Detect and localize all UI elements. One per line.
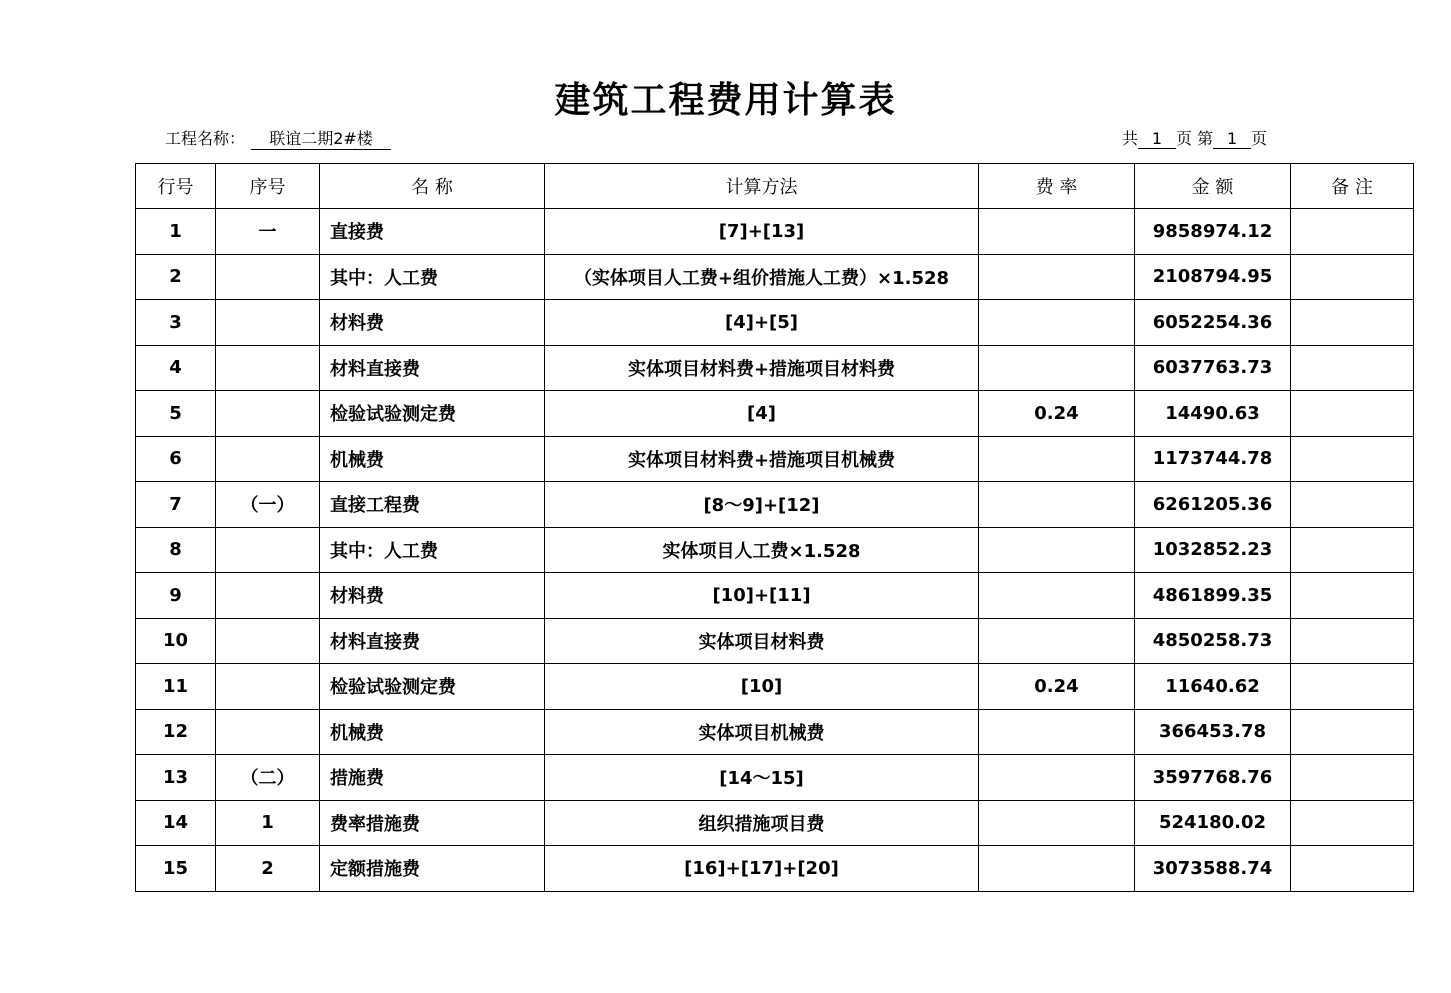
cell-line: 8 (136, 527, 216, 573)
cell-method: 实体项目材料费+措施项目材料费 (545, 345, 979, 391)
cell-rate (979, 209, 1135, 255)
table-row (136, 618, 1414, 664)
cell-rate (979, 527, 1135, 573)
table-row (136, 436, 1414, 482)
cell-line: 3 (136, 300, 216, 346)
pagination (1122, 126, 1267, 149)
cell-rate (979, 482, 1135, 528)
cell-rate: 0.24 (979, 664, 1135, 710)
cell-line: 14 (136, 800, 216, 846)
cell-remark (1291, 345, 1414, 391)
cell-method: 实体项目材料费+措施项目机械费 (545, 436, 979, 482)
cell-amount: 3597768.76 (1135, 755, 1291, 801)
cell-rate (979, 755, 1135, 801)
cell-seq (216, 436, 320, 482)
col-header-amount: 金 额 (1135, 164, 1291, 209)
cell-remark (1291, 527, 1414, 573)
table-row (136, 527, 1414, 573)
cell-amount: 14490.63 (1135, 391, 1291, 437)
cell-line: 1 (136, 209, 216, 255)
cell-name: 机械费 (320, 709, 545, 755)
cell-remark (1291, 482, 1414, 528)
cell-remark (1291, 391, 1414, 437)
cell-line: 2 (136, 254, 216, 300)
fee-table (135, 163, 1414, 892)
table-row (136, 300, 1414, 346)
cell-method: [16]+[17]+[20] (545, 846, 979, 892)
col-header-method: 计算方法 (545, 164, 979, 209)
cell-line: 15 (136, 846, 216, 892)
col-header-line: 行号 (136, 164, 216, 209)
cell-seq: 2 (216, 846, 320, 892)
project-label: 工程名称： (165, 129, 246, 148)
cell-amount: 6052254.36 (1135, 300, 1291, 346)
cell-name: 机械费 (320, 436, 545, 482)
col-header-rate: 费 率 (979, 164, 1135, 209)
cell-line: 6 (136, 436, 216, 482)
cell-seq (216, 573, 320, 619)
cell-remark (1291, 664, 1414, 710)
cell-amount: 4850258.73 (1135, 618, 1291, 664)
cell-seq: 1 (216, 800, 320, 846)
cell-name: 措施费 (320, 755, 545, 801)
table-row (136, 846, 1414, 892)
cell-name: 材料直接费 (320, 345, 545, 391)
table-row (136, 800, 1414, 846)
cell-method: 实体项目机械费 (545, 709, 979, 755)
cell-method: [14～15] (545, 755, 979, 801)
cell-seq (216, 527, 320, 573)
cell-method: 实体项目人工费×1.528 (545, 527, 979, 573)
cell-rate: 0.24 (979, 391, 1135, 437)
current-prefix: 第 (1197, 129, 1214, 148)
cell-seq (216, 300, 320, 346)
cell-name: 材料费 (320, 300, 545, 346)
cell-rate (979, 800, 1135, 846)
total-pages: 1 (1138, 129, 1176, 149)
cell-seq: （一） (216, 482, 320, 528)
cell-name: 费率措施费 (320, 800, 545, 846)
project-info (165, 126, 391, 150)
total-prefix: 共 (1122, 129, 1139, 148)
cell-rate (979, 709, 1135, 755)
project-name: 联谊二期2#楼 (251, 126, 391, 150)
cell-line: 5 (136, 391, 216, 437)
cell-rate (979, 345, 1135, 391)
cell-rate (979, 573, 1135, 619)
cell-method: [4] (545, 391, 979, 437)
cell-method: 组织措施项目费 (545, 800, 979, 846)
cell-seq (216, 345, 320, 391)
cell-name: 材料费 (320, 573, 545, 619)
cell-seq: 一 (216, 209, 320, 255)
page-title: 建筑工程费用计算表 (554, 80, 897, 121)
cell-remark (1291, 436, 1414, 482)
cell-remark (1291, 755, 1414, 801)
cell-name: 直接工程费 (320, 482, 545, 528)
cell-amount: 11640.62 (1135, 664, 1291, 710)
cell-seq (216, 709, 320, 755)
cell-name: 检验试验测定费 (320, 664, 545, 710)
col-header-remark: 备 注 (1291, 164, 1414, 209)
col-header-seq: 序号 (216, 164, 320, 209)
total-suffix: 页 (1176, 129, 1193, 148)
cell-remark (1291, 254, 1414, 300)
cell-rate (979, 300, 1135, 346)
cell-name: 定额措施费 (320, 846, 545, 892)
cell-amount: 4861899.35 (1135, 573, 1291, 619)
cell-seq (216, 254, 320, 300)
table-row (136, 664, 1414, 710)
cell-name: 其中：人工费 (320, 527, 545, 573)
table-row (136, 573, 1414, 619)
cell-amount: 1032852.23 (1135, 527, 1291, 573)
cell-remark (1291, 800, 1414, 846)
table-row (136, 209, 1414, 255)
cell-name: 材料直接费 (320, 618, 545, 664)
cell-line: 13 (136, 755, 216, 801)
cell-remark (1291, 209, 1414, 255)
cell-seq (216, 618, 320, 664)
cell-amount: 1173744.78 (1135, 436, 1291, 482)
cell-seq: （二） (216, 755, 320, 801)
cell-amount: 524180.02 (1135, 800, 1291, 846)
cell-method: [8～9]+[12] (545, 482, 979, 528)
cell-rate (979, 436, 1135, 482)
col-header-name: 名 称 (320, 164, 545, 209)
cell-method: [7]+[13] (545, 209, 979, 255)
table-header-row (136, 164, 1414, 209)
cell-name: 其中：人工费 (320, 254, 545, 300)
cell-method: （实体项目人工费+组价措施人工费）×1.528 (545, 254, 979, 300)
cell-remark (1291, 573, 1414, 619)
cell-line: 7 (136, 482, 216, 528)
cell-remark (1291, 709, 1414, 755)
cell-name: 直接费 (320, 209, 545, 255)
cell-remark (1291, 846, 1414, 892)
cell-amount: 366453.78 (1135, 709, 1291, 755)
table-row (136, 709, 1414, 755)
table-row (136, 755, 1414, 801)
table-row (136, 254, 1414, 300)
cell-rate (979, 618, 1135, 664)
cell-amount: 6261205.36 (1135, 482, 1291, 528)
cell-line: 10 (136, 618, 216, 664)
cell-remark (1291, 618, 1414, 664)
cell-amount: 9858974.12 (1135, 209, 1291, 255)
cell-method: 实体项目材料费 (545, 618, 979, 664)
cell-name: 检验试验测定费 (320, 391, 545, 437)
current-page: 1 (1213, 129, 1251, 149)
cell-method: [10]+[11] (545, 573, 979, 619)
cell-method: [4]+[5] (545, 300, 979, 346)
cell-method: [10] (545, 664, 979, 710)
cell-rate (979, 254, 1135, 300)
cell-amount: 3073588.74 (1135, 846, 1291, 892)
cell-remark (1291, 300, 1414, 346)
cell-seq (216, 391, 320, 437)
cell-line: 11 (136, 664, 216, 710)
cell-rate (979, 846, 1135, 892)
current-suffix: 页 (1251, 129, 1268, 148)
table-row (136, 345, 1414, 391)
cell-line: 9 (136, 573, 216, 619)
table-row (136, 391, 1414, 437)
cell-line: 4 (136, 345, 216, 391)
cell-amount: 2108794.95 (1135, 254, 1291, 300)
cell-amount: 6037763.73 (1135, 345, 1291, 391)
table-row (136, 482, 1414, 528)
cell-line: 12 (136, 709, 216, 755)
cell-seq (216, 664, 320, 710)
